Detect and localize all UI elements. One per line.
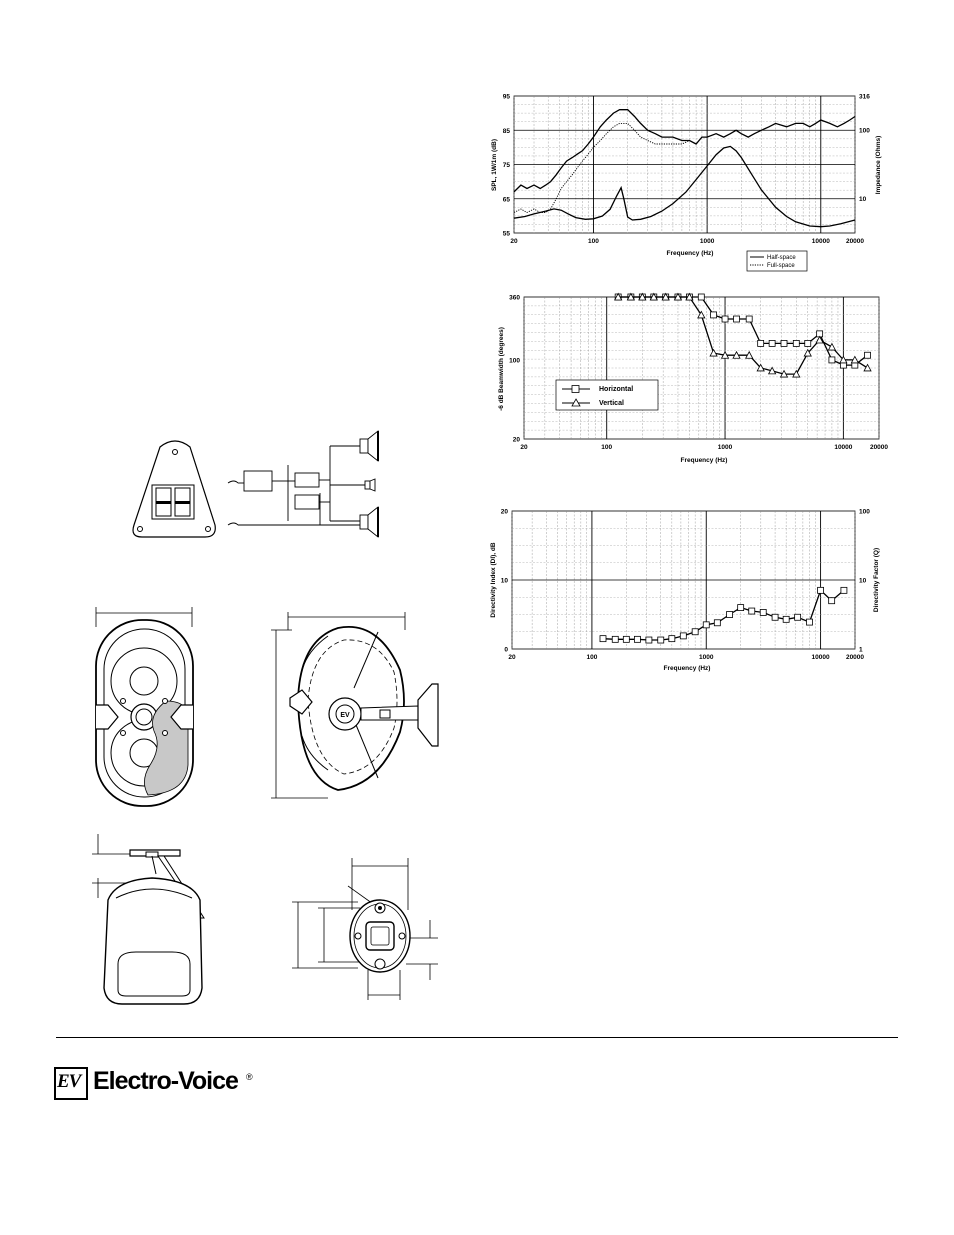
panel-screw-top [173,450,178,455]
panel-screw-right [206,527,211,532]
spl-xtick-label: 20 [510,238,518,245]
spl-impedance-chart [482,88,892,278]
spl-ytick-label: 75 [502,162,510,169]
spl-chart-y2label: Impedance (Ohms) [875,135,882,195]
beam-marker-square [746,316,752,322]
di-marker-square [703,622,709,628]
di-marker-square [646,637,652,643]
spl-y2tick-label: 10 [859,196,867,204]
speaker-front-view [88,605,203,810]
spl-legend-half-space: Half-space [767,255,796,261]
speaker-mount-view [88,828,213,1008]
spl-chart-legend [747,251,807,271]
beam-marker-square [781,340,787,346]
beam-marker-square [793,340,799,346]
di-marker-square [772,614,778,620]
beam-marker-square [865,352,871,358]
beam-xtick-label: 100 [601,444,613,451]
di-xtick-label: 1000 [699,654,714,661]
panel-screw-left [138,527,143,532]
beamwidth-ylabel: -6 dB Beamwidth (degrees) [498,327,505,411]
spl-y2tick-label: 316 [859,93,870,101]
switch-upper [295,473,319,487]
di-xtick-label: 20 [508,654,516,661]
tweeter [365,479,375,491]
wall-bracket [418,684,438,746]
beamwidth-xlabel: Frequency (Hz) [680,457,728,464]
di-marker-square [634,636,640,642]
di-marker-square [658,637,664,643]
beamwidth-legend-horizontal: Horizontal [599,386,634,393]
plate-hole-right [399,933,405,939]
plate-hole-left [355,933,361,939]
di-marker-square [727,612,733,618]
woofer-lower [360,507,378,537]
di-ytick-label: 0 [504,646,508,654]
spl-xtick-label: 1000 [699,238,715,245]
spl-y2tick-label: 100 [859,127,870,135]
switch-lower [295,495,319,509]
spl-ytick-label: 55 [502,230,510,238]
di-marker-square [829,598,835,604]
ev-logo-letters: EV [57,1071,81,1092]
di-marker-square [818,587,824,593]
beam-xtick-label: 20 [520,444,528,451]
di-marker-square [692,629,698,635]
beam-marker-square [758,340,764,346]
beam-marker-square [698,294,704,300]
beam-marker-square [734,316,740,322]
crossover-schematic [120,425,395,550]
directivity-y2label: Directivity Factor (Q) [873,547,880,613]
spl-chart-xlabel: Frequency (Hz) [666,250,714,257]
mounting-plate-view [288,850,448,1010]
di-xtick-label: 10000 [811,654,830,661]
di-marker-square [680,633,686,639]
beam-xtick-label: 10000 [834,444,853,451]
spl-ytick-label: 85 [502,127,510,135]
di-ytick-label: 10 [500,577,508,585]
beamwidth-legend [556,380,658,410]
registered-mark: ® [246,1072,253,1082]
di-marker-square [760,609,766,615]
beamwidth-chart [482,287,892,467]
electro-voice-wordmark: Electro-Voice [93,1067,238,1095]
beam-ytick-label: 20 [512,436,520,444]
beam-xtick-label: 20000 [869,444,889,451]
mount-knob [380,710,390,718]
di-marker-square [669,636,675,642]
spl-ytick-label: 65 [502,196,510,204]
beamwidth-legend-vertical: Vertical [599,400,624,407]
di-y2tick-label: 10 [859,577,867,585]
di-xtick-label: 20000 [845,654,865,661]
di-marker-square [714,620,720,626]
spl-chart-ylabel: SPL, 1W/1m (dB) [491,138,498,192]
di-marker-square [749,608,755,614]
beam-marker-square [829,357,835,363]
transformer-box [244,471,272,491]
directivity-ylabel: Directivity Index (DI), dB [490,542,497,618]
directivity-chart [482,500,892,680]
beam-ytick-label: 100 [509,357,520,365]
di-marker-square [807,619,813,625]
spl-ytick-label: 95 [502,93,510,101]
spl-xtick-label: 20000 [845,238,865,245]
beam-marker-square [711,312,717,318]
di-marker-square [600,636,606,642]
spl-xtick-label: 10000 [811,238,830,245]
footer-rule [56,1037,898,1038]
beam-ytick-label: 360 [509,294,520,302]
di-y2tick-label: 100 [859,508,870,516]
di-marker-square [623,636,629,642]
woofer-upper [360,431,378,461]
di-marker-square [783,616,789,622]
beam-marker-square [805,340,811,346]
directivity-xlabel: Frequency (Hz) [663,665,711,672]
spl-xtick-label: 100 [588,238,599,245]
di-marker-square [795,614,801,620]
di-xtick-label: 100 [586,654,598,661]
mount-grille-band [118,952,190,996]
spl-legend-full-space: Full-space [767,263,795,269]
di-marker-square [738,605,744,611]
plate-hole-bottom [375,959,385,969]
beam-marker-square [722,316,728,322]
plate-center-square [366,922,394,950]
pivot-hub-logo: EV [340,712,350,719]
di-ytick-label: 20 [500,508,508,516]
speaker-side-view [268,610,448,805]
di-marker-square [841,587,847,593]
beam-xtick-label: 1000 [717,444,733,451]
di-y2tick-label: 1 [859,646,863,654]
beam-marker-square [769,340,775,346]
di-marker-square [612,636,618,642]
ev-logo-mark [54,1067,88,1100]
